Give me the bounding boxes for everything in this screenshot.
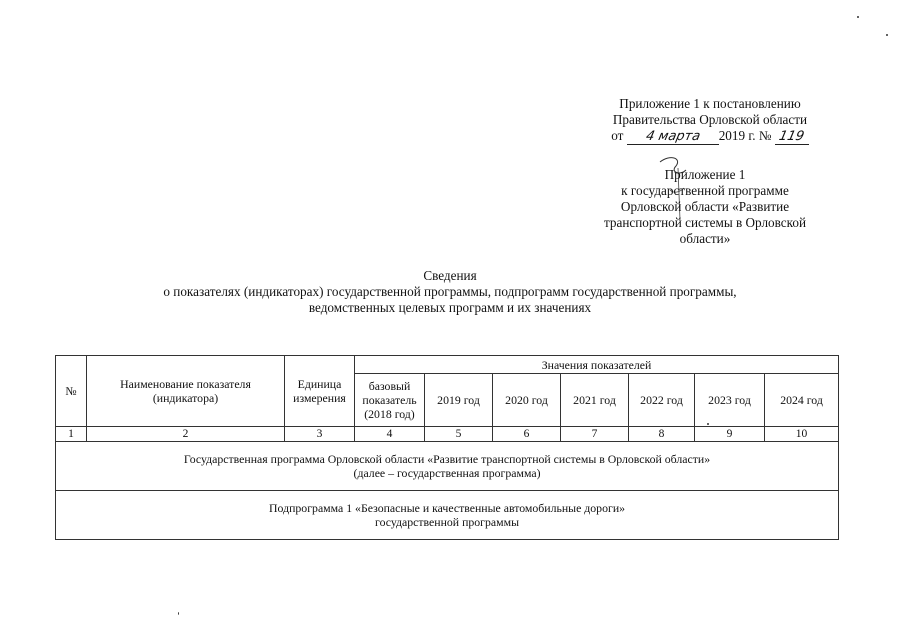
program-appendix-line2: к государственной программе [621, 183, 789, 198]
column-number: 4 [355, 427, 425, 442]
program-section-line2: (далее – государственная программа) [353, 466, 541, 480]
column-number: 2 [87, 427, 285, 442]
column-number: 8 [629, 427, 695, 442]
column-number: 7 [561, 427, 629, 442]
column-number: 10 [765, 427, 839, 442]
column-number: 1 [56, 427, 87, 442]
program-section-row [56, 442, 839, 491]
heading-title: Сведения [423, 268, 477, 283]
number-handwritten-field [775, 129, 809, 145]
column-number: 5 [425, 427, 493, 442]
date-year: 2019 г. [718, 128, 756, 143]
table-header-row-top [56, 356, 839, 374]
column-number-row [56, 427, 839, 442]
heading-line2: о показателях (индикаторах) государственной программы, подпрограмм государственной программы, [163, 284, 737, 299]
resolution-date-line [560, 128, 860, 146]
col-header-number: № [56, 356, 87, 427]
column-number: 3 [285, 427, 355, 442]
scan-speck [178, 612, 179, 615]
subprogram-line1: Подпрограмма 1 «Безопасные и качественные автомобильные дороги» [269, 501, 626, 515]
indicators-table [55, 355, 839, 540]
subprogram-cell [56, 491, 839, 540]
col-header-values-group: Значения показателей [355, 356, 839, 374]
scan-speck [886, 34, 888, 36]
program-section-cell [56, 442, 839, 491]
resolution-appendix-block [560, 96, 860, 146]
col-header-year: 2022 год [629, 374, 695, 427]
program-appendix-line5: области» [679, 231, 731, 246]
date-handwritten-field [627, 129, 719, 145]
col-header-year: 2019 год [425, 374, 493, 427]
col-header-indicator-name: Наименование показателя (индикатора) [87, 356, 285, 427]
program-appendix-line1: Приложение 1 [664, 167, 746, 182]
col-header-base-value: базовый показатель (2018 год) [355, 374, 425, 427]
program-section-line1: Государственная программа Орловской области «Развитие транспортной системы в Орловской области» [183, 452, 711, 466]
document-heading [60, 268, 840, 316]
scan-speck [857, 16, 859, 18]
col-header-unit: Единица измерения [285, 356, 355, 427]
date-prefix: от [611, 128, 624, 143]
date-handwritten: 4 марта [644, 129, 702, 144]
heading-line3: ведомственных целевых программ и их значениях [308, 300, 592, 315]
col-header-year: 2023 год [695, 374, 765, 427]
program-appendix-block [580, 167, 830, 247]
column-number: 9 [695, 427, 765, 442]
col-header-year: 2020 год [493, 374, 561, 427]
program-appendix-line3: Орловской области «Развитие [620, 199, 790, 214]
resolution-appendix-line1: Приложение 1 к постановлению [619, 96, 801, 111]
program-appendix-line4: транспортной системы в Орловской [603, 215, 807, 230]
col-header-year: 2024 год [765, 374, 839, 427]
col-header-year: 2021 год [561, 374, 629, 427]
number-handwritten: 119 [777, 129, 806, 144]
resolution-appendix-line2: Правительства Орловской области [612, 112, 808, 127]
column-number: 6 [493, 427, 561, 442]
scan-speck [707, 423, 709, 425]
subprogram-line2: государственной программы [375, 515, 520, 529]
subprogram-row [56, 491, 839, 540]
number-prefix: № [758, 128, 772, 143]
